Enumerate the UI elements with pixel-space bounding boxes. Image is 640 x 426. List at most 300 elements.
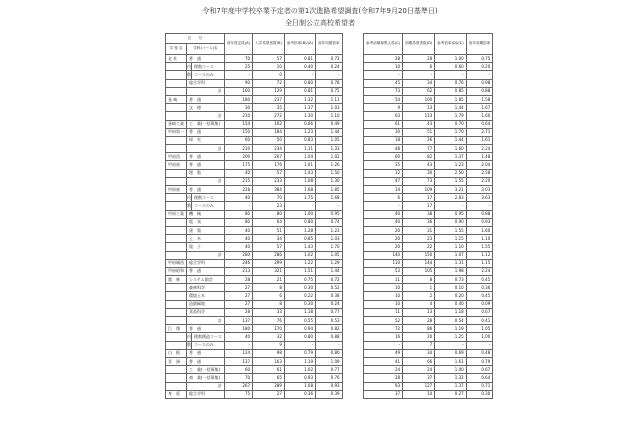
table-row xyxy=(364,79,493,87)
ratio-cell: 0.93 xyxy=(284,374,315,382)
applicants-cell: 57 xyxy=(253,169,285,177)
early-prev-ratio-cell: 0.36 xyxy=(466,284,493,292)
subtotal-label: 計 xyxy=(187,112,225,120)
table-row xyxy=(364,128,493,136)
school-name-cell xyxy=(166,71,187,79)
prev-ratio-cell: 0.24 xyxy=(316,63,343,71)
early-applicants-cell: 127 xyxy=(403,382,435,390)
capacity-cell: 154 xyxy=(224,120,252,128)
applicants-cell: 32 xyxy=(253,333,285,341)
ref-quota-cell: 30 xyxy=(364,128,403,136)
header-dept: 学科(コース)名 xyxy=(187,44,225,55)
table-row xyxy=(364,382,493,390)
header-prev-ratio: 前年同期倍率 xyxy=(316,34,343,55)
ratio-cell: 0.81 xyxy=(284,55,315,63)
school-name-cell: 巨 摩 xyxy=(166,325,187,333)
early-prev-ratio-cell: 2.71 xyxy=(466,128,493,136)
school-name-cell: 甲府南 xyxy=(166,161,187,169)
early-ratio-cell: 1.19 xyxy=(435,325,466,333)
ratio-cell: 0.81 xyxy=(284,87,315,95)
dept-name-cell: 電 子 xyxy=(187,243,225,251)
school-name-cell xyxy=(166,63,187,71)
prev-ratio-cell: 1.44 xyxy=(316,267,343,275)
early-ratio-cell: - xyxy=(435,202,466,210)
ratio-cell: 0.36 xyxy=(284,390,315,398)
table-row xyxy=(364,284,493,292)
ratio-cell: 0.80 xyxy=(284,218,315,226)
ref-quota-cell: 48 xyxy=(364,145,403,153)
ref-quota-cell: 9 xyxy=(364,104,403,112)
ref-quota-cell: 53 xyxy=(364,267,403,275)
applicants-cell: 34 xyxy=(253,235,285,243)
early-prev-ratio-cell: 2.24 xyxy=(466,145,493,153)
early-prev-ratio-cell: 1.60 xyxy=(466,112,493,120)
table-row xyxy=(364,112,493,120)
prev-ratio-cell: 0.75 xyxy=(316,87,343,95)
ref-quota-cell: 73 xyxy=(364,87,403,95)
dept-name-cell: 総合学科 xyxy=(187,259,225,267)
school-name-cell: 青 洲 xyxy=(166,357,187,365)
capacity-cell: 40 xyxy=(224,235,252,243)
table-row xyxy=(166,71,343,79)
early-applicants-cell: 150 xyxy=(403,251,435,259)
capacity-cell: - xyxy=(224,341,252,349)
early-prev-ratio-cell: 0.45 xyxy=(466,292,493,300)
dept-name-cell: 探 究 xyxy=(187,136,225,144)
table-row xyxy=(166,210,343,218)
dept-name-cell: 造園緑地 xyxy=(187,300,225,308)
capacity-cell: 150 xyxy=(224,128,252,136)
school-name-cell xyxy=(166,333,187,341)
prev-ratio-cell: - xyxy=(316,341,343,349)
early-applicants-cell: 86 xyxy=(403,325,435,333)
early-applicants-cell: 30 xyxy=(403,169,435,177)
early-applicants-cell: 77 xyxy=(403,145,435,153)
school-name-cell: 甲府昭和 xyxy=(166,267,187,275)
early-applicants-cell: 43 xyxy=(403,161,435,169)
applicants-cell: 10 xyxy=(253,63,285,71)
table-row xyxy=(166,259,343,267)
early-prev-ratio-cell: 1.12 xyxy=(466,251,493,259)
applicants-cell: 129 xyxy=(253,87,285,95)
table-row xyxy=(166,235,343,243)
table-row xyxy=(166,194,343,202)
applicants-cell: 23 xyxy=(253,202,285,210)
table-row xyxy=(364,136,493,144)
table-row xyxy=(364,300,493,308)
capacity-cell: - xyxy=(224,71,252,79)
applicants-cell: 321 xyxy=(253,267,285,275)
table-row xyxy=(364,366,493,374)
early-ratio-cell: 1.31 xyxy=(435,259,466,267)
table-row xyxy=(364,169,493,177)
early-applicants-cell: 28 xyxy=(403,55,435,63)
school-name-cell xyxy=(166,366,187,374)
ratio-cell: 0.80 xyxy=(284,333,315,341)
applicants-cell: 163 xyxy=(253,357,285,365)
prev-ratio-cell: 0.39 xyxy=(316,390,343,398)
dept-name-cell: 普 通 xyxy=(187,55,225,63)
early-ratio-cell: 0.95 xyxy=(435,210,466,218)
table-row xyxy=(166,251,343,259)
subtotal-label: 計 xyxy=(187,382,225,390)
school-name-cell xyxy=(166,136,187,144)
table-row xyxy=(364,341,493,349)
table-row xyxy=(166,267,343,275)
ref-quota-cell: 41 xyxy=(364,357,403,365)
early-ratio-cell: 1.70 xyxy=(435,128,466,136)
capacity-cell: 27 xyxy=(224,292,252,300)
table-row xyxy=(364,226,493,234)
course-prefix-cell: 数 xyxy=(187,341,192,349)
table-row xyxy=(364,251,493,259)
dept-name-cell: 商 業(一括募集) xyxy=(187,374,225,382)
table-row xyxy=(166,317,343,325)
table-row xyxy=(364,259,493,267)
applicants-cell: 176 xyxy=(253,161,285,169)
capacity-cell: 80 xyxy=(224,210,252,218)
ratio-cell: 1.75 xyxy=(284,194,315,202)
applicants-cell: 51 xyxy=(253,226,285,234)
school-name-cell: 甲府第一 xyxy=(166,128,187,136)
school-name-cell: 甲府城西 xyxy=(166,259,187,267)
ratio-cell: 1.28 xyxy=(284,226,315,234)
applicants-cell: 9 xyxy=(253,341,285,349)
table-row xyxy=(166,226,343,234)
ref-quota-cell: 11 xyxy=(364,308,403,316)
capacity-cell: 228 xyxy=(224,186,252,194)
table-row xyxy=(364,390,493,398)
early-applicants-cell: 1 xyxy=(403,284,435,292)
early-applicants-cell: 105 xyxy=(403,267,435,275)
ratio-cell: 1.51 xyxy=(284,267,315,275)
early-prev-ratio-cell: 0.30 xyxy=(466,390,493,398)
capacity-cell: 267 xyxy=(224,382,252,390)
header-early-prev-ratio: 前年同期倍率 xyxy=(466,34,493,55)
table-row xyxy=(166,112,343,120)
ratio-cell: - xyxy=(284,341,315,349)
early-applicants-cell: 34 xyxy=(403,349,435,357)
table-row xyxy=(364,145,493,153)
applicants-cell: 234 xyxy=(253,145,285,153)
ratio-cell: 1.02 xyxy=(284,366,315,374)
school-name-cell xyxy=(166,87,187,95)
header-kubun: 区 分 xyxy=(166,34,225,44)
ref-quota-cell: 10 xyxy=(364,292,403,300)
ratio-cell: 1.43 xyxy=(284,169,315,177)
prev-ratio-cell: 1.09 xyxy=(316,357,343,365)
ratio-cell: 0.83 xyxy=(284,136,315,144)
dept-name-cell: 機 械 xyxy=(187,210,225,218)
ref-quota-cell: 72 xyxy=(364,325,403,333)
early-applicants-cell: 2 xyxy=(403,292,435,300)
ratio-cell: 1.02 xyxy=(284,251,315,259)
ratio-cell: 1.32 xyxy=(284,95,315,103)
early-prev-ratio-cell: - xyxy=(466,71,493,79)
early-ratio-cell: 1.07 xyxy=(435,251,466,259)
prev-ratio-cell: 1.11 xyxy=(316,95,343,103)
early-prev-ratio-cell: 0.75 xyxy=(466,55,493,63)
applicants-cell: 57 xyxy=(253,55,285,63)
prev-ratio-cell: 0.52 xyxy=(316,284,343,292)
dept-name-cell: 建 築 xyxy=(187,226,225,234)
prev-ratio-cell: 0.38 xyxy=(316,292,343,300)
early-applicants-cell: 82 xyxy=(403,153,435,161)
dept-name-cell: 普 通 xyxy=(187,161,225,169)
early-ratio-cell: 2.50 xyxy=(435,169,466,177)
prev-ratio-cell: 1.03 xyxy=(316,235,343,243)
early-applicants-cell: 34 xyxy=(403,79,435,87)
ref-quota-cell: 140 xyxy=(364,251,403,259)
table-row xyxy=(166,382,343,390)
ref-quota-cell: 11 xyxy=(364,276,403,284)
table-row xyxy=(364,243,493,251)
course-prefix-cell: 内 xyxy=(187,333,192,341)
early-applicants-cell: 17 xyxy=(403,202,435,210)
early-applicants-cell: 13 xyxy=(403,104,435,112)
school-name-cell xyxy=(166,218,187,226)
table-row xyxy=(364,87,493,95)
ratio-cell: 0.55 xyxy=(284,317,315,325)
table-row xyxy=(166,169,343,177)
prev-ratio-cell: 1.26 xyxy=(316,161,343,169)
dept-name-cell: 理数コース xyxy=(192,194,225,202)
early-ratio-cell: 1.25 xyxy=(435,333,466,341)
early-ratio-cell: 1.44 xyxy=(435,104,466,112)
capacity-cell: 180 xyxy=(224,325,252,333)
applicants-cell: 286 xyxy=(253,251,285,259)
table-row xyxy=(166,308,343,316)
ratio-cell: 1.08 xyxy=(284,177,315,185)
prev-ratio-cell: 1.30 xyxy=(316,177,343,185)
school-name-cell xyxy=(166,177,187,185)
table-row xyxy=(166,292,343,300)
early-ratio-cell: 1.55 xyxy=(435,177,466,185)
early-applicants-cell: 20 xyxy=(403,333,435,341)
early-prev-ratio-cell: 0.88 xyxy=(466,210,493,218)
early-applicants-cell: 26 xyxy=(403,136,435,144)
early-applicants-cell: 7 xyxy=(403,341,435,349)
course-prefix-cell: 内 xyxy=(187,194,192,202)
dept-name-cell: 普 通 xyxy=(187,153,225,161)
capacity-cell: 215 xyxy=(224,177,252,185)
early-prev-ratio-cell: 2.20 xyxy=(466,177,493,185)
table-row xyxy=(364,104,493,112)
ratio-cell: 0.40 xyxy=(284,63,315,71)
ratio-cell: 1.23 xyxy=(284,128,315,136)
capacity-cell: 200 xyxy=(224,153,252,161)
school-name-cell: 白 根 xyxy=(166,349,187,357)
school-name-cell xyxy=(166,243,187,251)
early-prev-ratio-cell: 0.20 xyxy=(466,63,493,71)
applicants-cell: 50 xyxy=(253,136,285,144)
subtotal-label: 計 xyxy=(187,251,225,259)
ratio-cell: - xyxy=(284,71,315,79)
early-applicants-cell: - xyxy=(403,71,435,79)
table-row xyxy=(364,267,493,275)
page-subtitle: 全日制公立高校希望者 xyxy=(285,19,355,27)
ref-quota-cell: 20 xyxy=(364,226,403,234)
applicants-cell: 299 xyxy=(253,259,285,267)
dept-name-cell: 普 通 xyxy=(187,186,225,194)
main-table xyxy=(165,33,343,399)
capacity-cell: 70 xyxy=(224,55,252,63)
dept-name-cell: 森林科学 xyxy=(187,284,225,292)
applicants-cell: 35 xyxy=(253,104,285,112)
ratio-cell: 0.75 xyxy=(284,276,315,284)
early-prev-ratio-cell: 3.03 xyxy=(466,186,493,194)
ref-quota-cell: - xyxy=(364,71,403,79)
ref-quota-cell: - xyxy=(364,341,403,349)
table-row xyxy=(364,349,493,357)
early-applicants-cell: 24 xyxy=(403,366,435,374)
ratio-cell: 1.19 xyxy=(284,357,315,365)
table-row xyxy=(166,243,343,251)
table-row xyxy=(364,357,493,365)
prev-ratio-cell: 0.80 xyxy=(316,349,343,357)
early-ratio-cell: 1.37 xyxy=(435,382,466,390)
capacity-cell: 137 xyxy=(224,317,252,325)
table-row xyxy=(166,333,343,341)
school-name-cell xyxy=(166,292,187,300)
early-applicants-cell: 113 xyxy=(403,112,435,120)
school-name-cell: 甲府東 xyxy=(166,186,187,194)
ratio-cell: 1.04 xyxy=(284,153,315,161)
capacity-cell: 124 xyxy=(224,349,252,357)
table-row xyxy=(166,120,343,128)
early-ratio-cell: 1.32 xyxy=(435,374,466,382)
table-row xyxy=(166,374,343,382)
early-table xyxy=(363,33,493,399)
subtotal-label: 計 xyxy=(187,145,225,153)
early-prev-ratio-cell: 1.67 xyxy=(466,104,493,112)
applicants-cell: 170 xyxy=(253,325,285,333)
early-ratio-cell: 1.61 xyxy=(435,357,466,365)
early-ratio-cell: 0.27 xyxy=(435,390,466,398)
capacity-cell: 40 xyxy=(224,226,252,234)
ref-quota-cell: 10 xyxy=(364,284,403,292)
early-prev-ratio-cell: 0.88 xyxy=(466,87,493,95)
capacity-cell: 28 xyxy=(224,276,252,284)
capacity-cell: 90 xyxy=(224,79,252,87)
dept-name-cell: コースのみ xyxy=(192,71,225,79)
early-prev-ratio-cell: 0.09 xyxy=(466,300,493,308)
early-ratio-cell: 0.10 xyxy=(435,284,466,292)
applicants-cell: 0 xyxy=(253,71,285,79)
early-prev-ratio-cell: 3.63 xyxy=(466,194,493,202)
early-ratio-cell: 0.73 xyxy=(435,276,466,284)
ratio-cell: 1.17 xyxy=(284,104,315,112)
early-ratio-cell: - xyxy=(435,71,466,79)
early-prev-ratio-cell: 0.45 xyxy=(466,276,493,284)
ref-quota-cell: 40 xyxy=(364,218,403,226)
early-prev-ratio-cell: 2.04 xyxy=(466,161,493,169)
prev-ratio-cell: 1.10 xyxy=(316,112,343,120)
table-row xyxy=(166,63,343,71)
table-row xyxy=(166,79,343,87)
prev-ratio-cell: 0.88 xyxy=(316,333,343,341)
dept-name-cell: 理数創造コース xyxy=(192,333,225,341)
ref-quota-cell: 52 xyxy=(364,317,403,325)
early-prev-ratio-cell: 0.41 xyxy=(466,317,493,325)
table-row xyxy=(364,292,493,300)
table-row xyxy=(166,276,343,284)
dept-name-cell: 総合学科 xyxy=(187,79,225,87)
course-prefix-cell: 数 xyxy=(187,71,192,79)
capacity-cell: 40 xyxy=(224,169,252,177)
early-applicants-cell: 43 xyxy=(403,120,435,128)
ref-quota-cell: 34 xyxy=(364,186,403,194)
applicants-cell: 6 xyxy=(253,292,285,300)
early-ratio-cell: - xyxy=(435,341,466,349)
ratio-cell: 1.68 xyxy=(284,186,315,194)
school-name-cell: 韮崎工業 xyxy=(166,120,187,128)
ratio-cell: - xyxy=(284,202,315,210)
early-prev-ratio-cell: 1.10 xyxy=(466,235,493,243)
early-prev-ratio-cell: 0.48 xyxy=(466,349,493,357)
applicants-cell: 57 xyxy=(253,243,285,251)
ref-quota-cell: 6 xyxy=(364,194,403,202)
capacity-cell: 70 xyxy=(224,374,252,382)
early-ratio-cell: 1.23 xyxy=(435,161,466,169)
table-row xyxy=(364,71,493,79)
early-applicants-cell: 109 xyxy=(403,186,435,194)
ref-quota-cell: 45 xyxy=(364,79,403,87)
ref-quota-cell: 37 xyxy=(364,390,403,398)
table-row xyxy=(166,300,343,308)
school-name-cell xyxy=(166,112,187,120)
prev-ratio-cell: 1.70 xyxy=(316,243,343,251)
table-row xyxy=(364,333,493,341)
prev-ratio-cell: 1.33 xyxy=(316,145,343,153)
ratio-cell: 0.22 xyxy=(284,292,315,300)
dept-name-cell: 普 通 xyxy=(187,95,225,103)
course-prefix-cell: 内 xyxy=(187,63,192,71)
dept-name-cell: 土 木 xyxy=(187,235,225,243)
ref-quota-cell: 28 xyxy=(364,374,403,382)
early-ratio-cell: 1.60 xyxy=(435,145,466,153)
applicants-cell: 8 xyxy=(253,284,285,292)
prev-ratio-cell: 1.05 xyxy=(316,251,343,259)
ratio-cell: 0.79 xyxy=(284,349,315,357)
subtotal-label: 計 xyxy=(187,177,225,185)
school-name-cell xyxy=(166,251,187,259)
early-applicants-cell: 66 xyxy=(403,357,435,365)
table-row xyxy=(364,186,493,194)
early-prev-ratio-cell: - xyxy=(466,202,493,210)
ratio-cell: 1.18 xyxy=(284,308,315,316)
prev-ratio-cell: - xyxy=(316,71,343,79)
early-applicants-cell: 6 xyxy=(403,63,435,71)
early-applicants-cell: 100 xyxy=(403,95,435,103)
early-ratio-cell: 1.00 xyxy=(435,366,466,374)
table-row xyxy=(166,55,343,63)
header-school: 学 校 名 xyxy=(166,44,187,55)
school-name-cell: 甲府西 xyxy=(166,153,187,161)
prev-ratio-cell: 1.85 xyxy=(316,186,343,194)
early-prev-ratio-cell: 1.15 xyxy=(466,259,493,267)
capacity-cell: 137 xyxy=(224,357,252,365)
ref-quota-cell: 60 xyxy=(364,153,403,161)
table-row xyxy=(364,55,493,63)
ref-quota-cell: 16 xyxy=(364,333,403,341)
ref-quota-cell: 63 xyxy=(364,112,403,120)
table-row xyxy=(364,161,493,169)
ref-quota-cell: - xyxy=(364,202,403,210)
capacity-cell: 60 xyxy=(224,136,252,144)
applicants-cell: 27 xyxy=(253,390,285,398)
dept-name-cell: システム園芸 xyxy=(187,276,225,284)
